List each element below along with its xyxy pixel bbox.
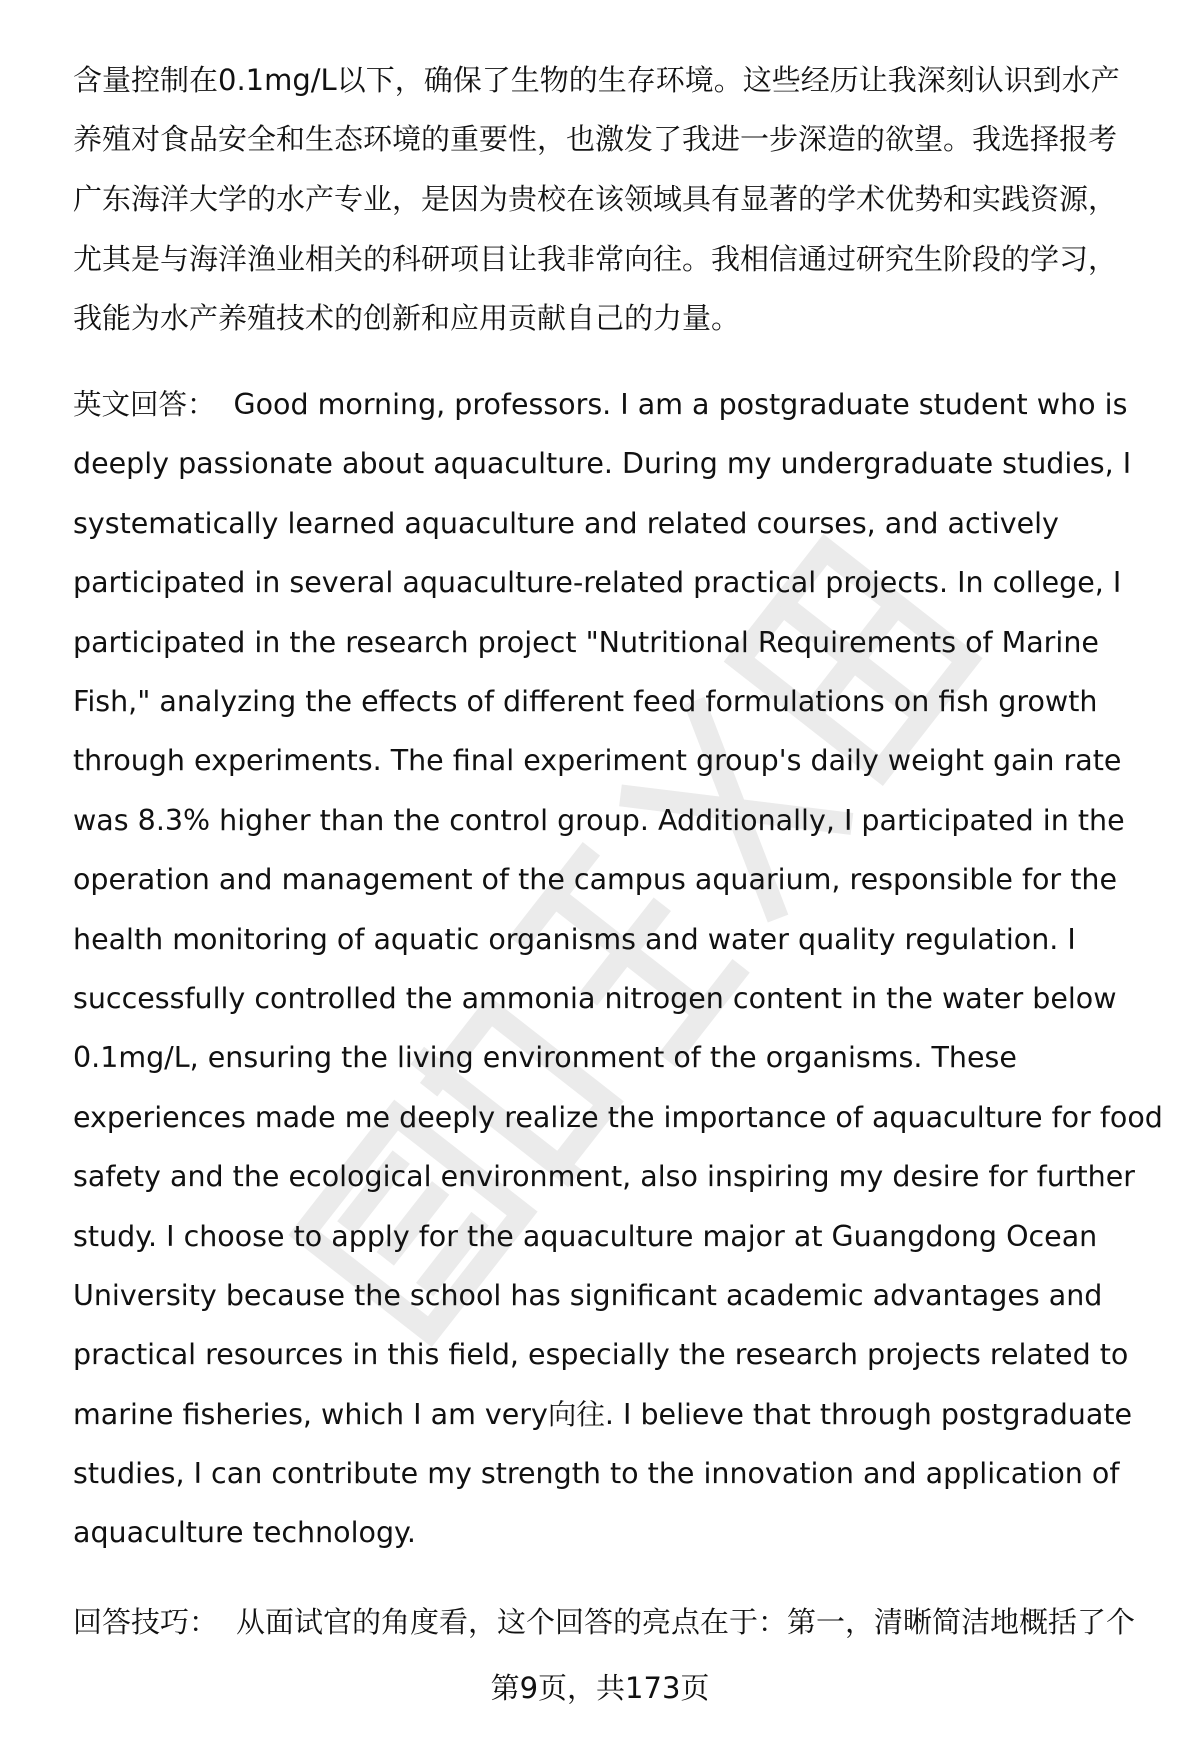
english-answer-line: marine fisheries, which I am very向往. I believe that through postgraduate [73, 1398, 1133, 1431]
english-answer-line: was 8.3% higher than the control group. Additionally, I participated in the [73, 804, 1125, 837]
english-answer-line: University because the school has significant academic advantages and [73, 1279, 1103, 1312]
english-answer-line: operation and management of the campus aquarium, responsible for the [73, 863, 1117, 896]
answer-tips-label: 回答技巧： [73, 1605, 219, 1639]
answer-tips-line [73, 1602, 1135, 1642]
english-answer-line: deeply passionate about aquaculture. During my undergraduate studies, I [73, 447, 1132, 480]
paragraph-line: 含量控制在0.1mg/L以下，确保了生物的生存环境。这些经历让我深刻认识到水产 [73, 63, 1120, 97]
english-answer-line: through experiments. The final experiment group's daily weight gain rate [73, 744, 1122, 777]
page-indicator: 第9页，共173页 [490, 1671, 710, 1705]
english-answer-line: systematically learned aquaculture and related courses, and actively [73, 507, 1059, 540]
english-answer-line: practical resources in this field, especially the research projects related to [73, 1338, 1129, 1371]
english-answer-line: participated in the research project "Nutritional Requirements of Marine [73, 626, 1099, 659]
paragraph-line: 我能为水产养殖技术的创新和应用贡献自己的力量。 [73, 301, 741, 335]
english-answer-label: 英文回答： [73, 388, 216, 421]
english-answer-line: Fish," analyzing the effects of different feed formulations on fish growth [73, 685, 1098, 718]
english-answer-line [73, 385, 1127, 425]
english-answer-text: Good morning, professors. I am a postgraduate student who is [233, 388, 1128, 421]
english-answer-line: study. I choose to apply for the aquaculture major at Guangdong Ocean [73, 1220, 1098, 1253]
english-answer-line: health monitoring of aquatic organisms and water quality regulation. I [73, 923, 1076, 956]
english-answer-line: participated in several aquaculture-related practical projects. In college, I [73, 566, 1122, 599]
english-answer-line: safety and the ecological environment, also inspiring my desire for further [73, 1160, 1135, 1193]
answer-tips-text: 从面试官的角度看，这个回答的亮点在于：第一，清晰简洁地概括了个 [236, 1605, 1136, 1639]
english-answer-line: 0.1mg/L, ensuring the living environment of the organisms. These [73, 1041, 1017, 1074]
english-answer-line: successfully controlled the ammonia nitrogen content in the water below [73, 982, 1117, 1015]
english-answer-line: aquaculture technology. [73, 1516, 416, 1549]
paragraph-line: 养殖对食品安全和生态环境的重要性，也激发了我进一步深造的欲望。我选择报考 [73, 122, 1118, 156]
english-answer-line: studies, I can contribute my strength to the innovation and application of [73, 1457, 1120, 1490]
paragraph-line: 尤其是与海洋渔业相关的科研项目让我非常向往。我相信通过研究生阶段的学习， [73, 242, 1118, 276]
paragraph-line: 广东海洋大学的水产专业，是因为贵校在该领域具有显著的学术优势和实践资源， [73, 182, 1118, 216]
english-answer-line: experiences made me deeply realize the importance of aquaculture for food [73, 1101, 1163, 1134]
